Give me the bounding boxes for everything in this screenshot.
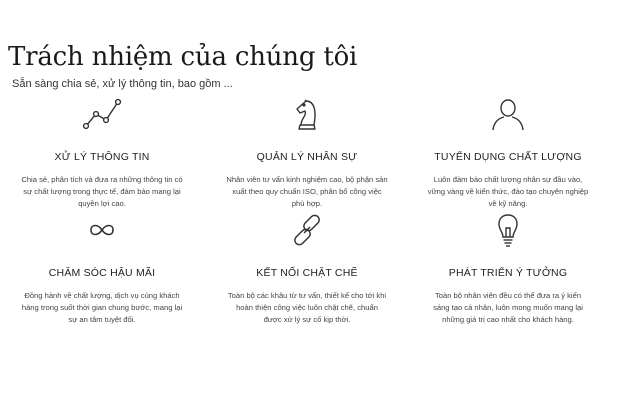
- card-description: Chia sẻ, phân tích và đưa ra những thông tin có sự chất lượng trong thực tế, đảm bảo mang lại quyền lợi cao.: [21, 175, 183, 208]
- card-heading: KẾT NỐI CHẶT CHẼ: [256, 267, 358, 279]
- card-after-sales-care: [17, 210, 187, 326]
- page-subtitle: Sẵn sàng chia sẻ, xử lý thông tin, bao gồm ...: [12, 78, 233, 90]
- card-heading: PHÁT TRIỂN Ý TƯỞNG: [448, 267, 568, 279]
- card-heading: TUYỂN DỤNG CHẤT LƯỢNG: [434, 151, 582, 163]
- chess-knight-icon: [287, 94, 327, 134]
- lightbulb-icon: [488, 210, 528, 250]
- card-description: Luôn đảm bảo chất lượng nhân sự đầu vào, vững vàng về kiến thức, đào tạo chuyên nghiệp về kỹ năng.: [427, 175, 589, 208]
- card-description: Toàn bộ các khâu từ tư vấn, thiết kế cho tới khi hoàn thiện công việc luôn chặt chẽ, chuẩn được xử lý sự cố kịp thời.: [227, 291, 387, 324]
- card-information-processing: [17, 94, 187, 210]
- card-description: Nhân viên tư vấn kinh nghiệm cao, bộ phận sản xuất theo quy chuẩn ISO, phân bổ công việc phù hợp.: [226, 175, 388, 208]
- infinity-icon: [82, 210, 122, 250]
- card-heading: QUẢN LÝ NHÂN SỰ: [256, 151, 358, 163]
- card-tight-connection: [222, 210, 392, 326]
- card-hr-management: [222, 94, 392, 210]
- page-title: Trách nhiệm của chúng tôi: [8, 42, 358, 72]
- card-description: Đồng hành về chất lượng, dịch vụ cùng khách hàng trong suốt thời gian chung bước, mang lại sự an tâm tuyệt đối.: [21, 291, 183, 324]
- user-icon: [488, 94, 528, 134]
- card-quality-recruitment: [423, 94, 593, 210]
- chain-link-icon: [287, 210, 327, 250]
- line-chart-icon: [82, 94, 122, 134]
- card-description: Toàn bộ nhân viên đều có thể đưa ra ý kiến sáng tạo cá nhân, luôn mong muốn mang lại những giá trị cao nhất cho khách hàng.: [433, 291, 583, 324]
- card-heading: XỬ LÝ THÔNG TIN: [54, 151, 150, 163]
- card-idea-development: [423, 210, 593, 326]
- card-heading: CHĂM SÓC HẬU MÃI: [48, 267, 156, 279]
